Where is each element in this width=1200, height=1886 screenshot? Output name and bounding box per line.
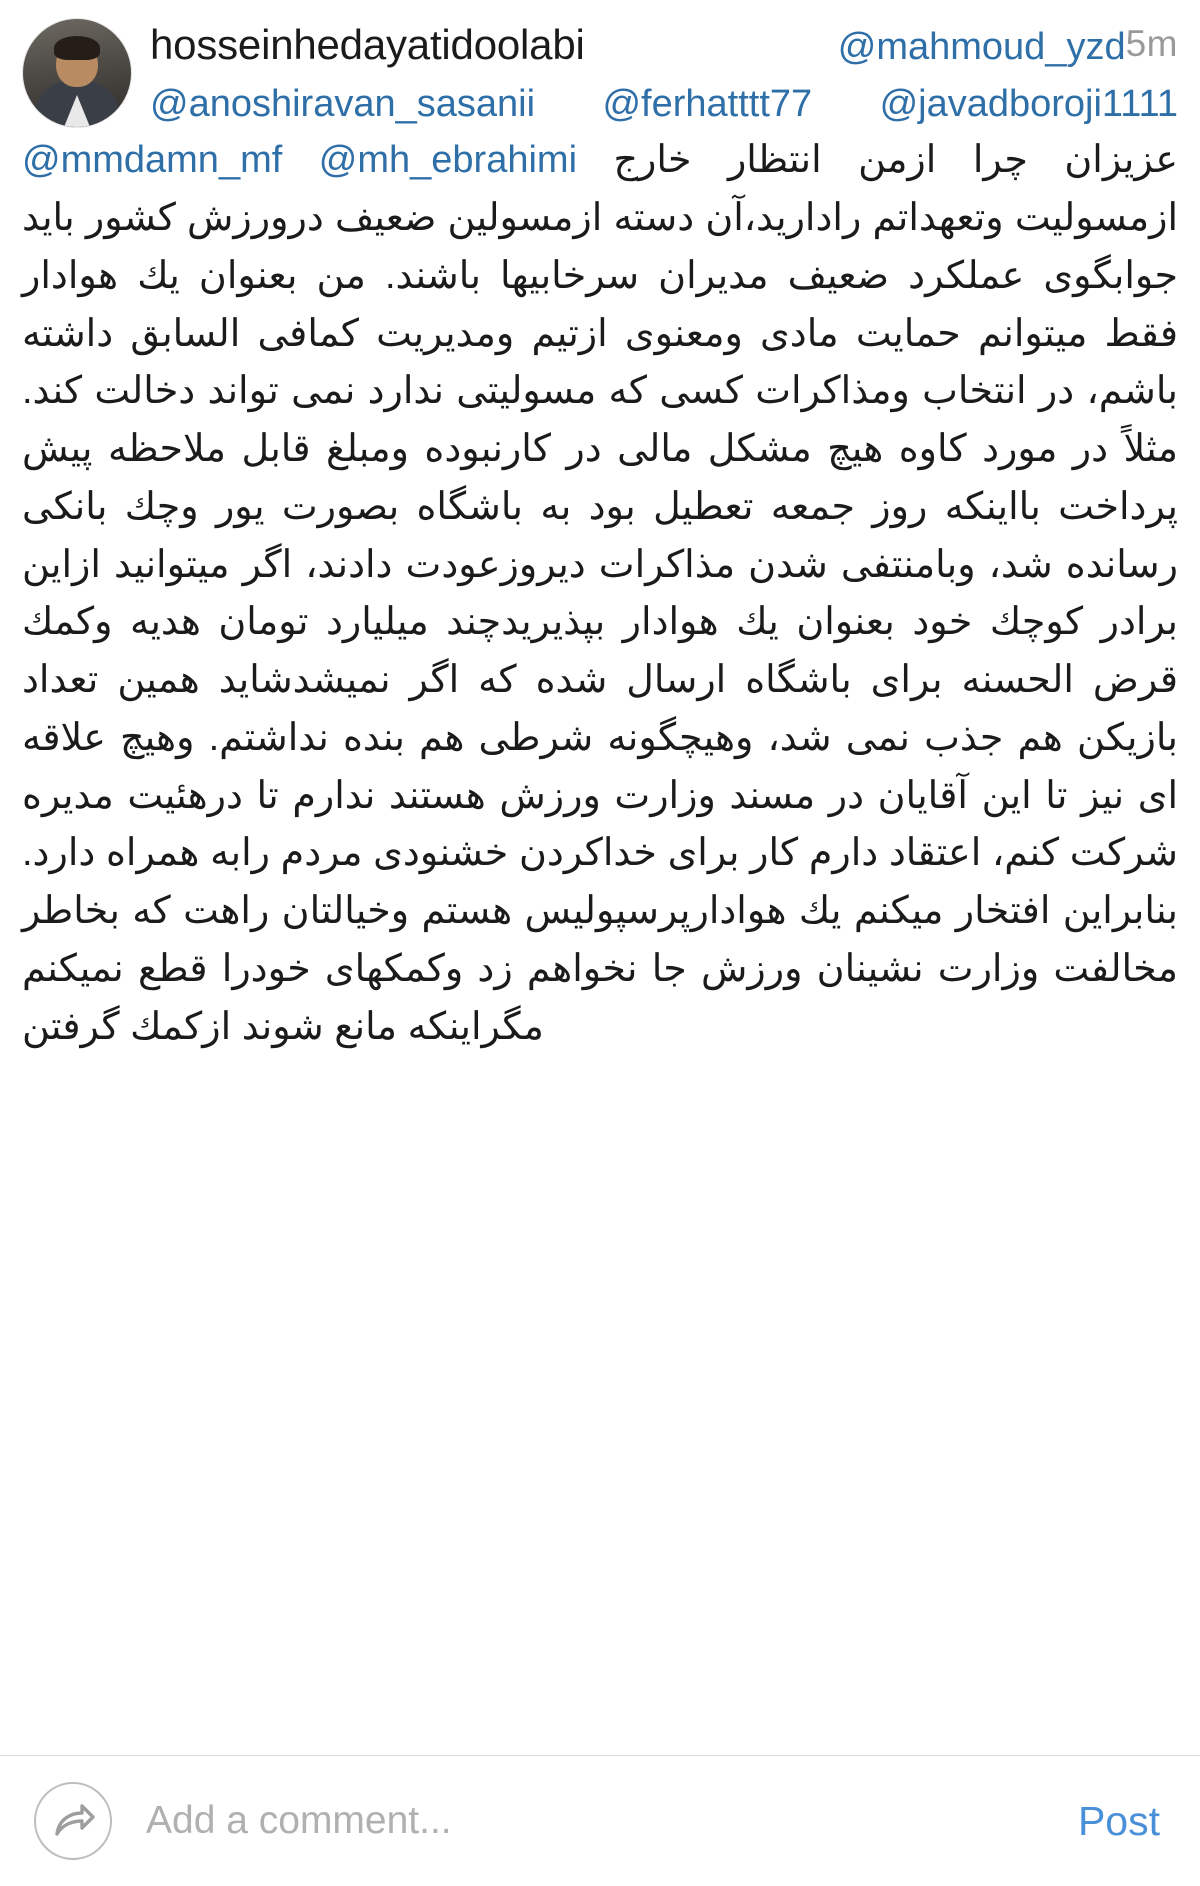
comment-timestamp: 5m [1125, 23, 1178, 64]
comment-mentions[interactable]: @mahmoud_yzd @anoshiravan_sasanii @ferhatttt77 @javadboroji1111 @mmdamn_mf @mh_ebrahimi [22, 26, 1178, 182]
avatar[interactable] [22, 18, 132, 128]
post-button[interactable]: Post [1072, 1798, 1166, 1845]
comment-text-flow [22, 14, 1178, 1056]
share-arrow-icon[interactable] [34, 1782, 112, 1860]
comment-body-text: عزیزان چرا ازمن انتظار خارج ازمسولیت وتعهداتم رادارید،آن دسته ازمسولین ضعیف درورزش کشور باید جوابگوی عملکرد ضعیف مدیران سرخابیها باشند. من بعنوان یك هوادار فقط میتوانم حمایت مادی ومعنوی ازتیم ومدیریت كمافی السابق داشته باشم، در انتخاب ومذاكرات كسی كه مسولیتی ندارد نمی تواند دخالت كند. مثلاً در مورد كاوه هیچ مشكل مالی در كارنبوده ومبلغ قابل ملاحظه پیش پرداخت بااینكه روز جمعه تعطیل بود به باشگاه بصورت یور وچك بانكی رسانده شد، وبامنتفی شدن مذاكرات دیروزعودت دادند، اگر میتوانید ازاین برادر كوچك خود بعنوان یك هوادار بپذیریدچند میلیارد تومان هدیه وكمك قرض الحسنه برای باشگاه ارسال شده كه اگر نمیشدشاید همین تعداد بازیكن هم جذب نمی شد، وهیچگونه شرطی هم بنده نداشتم. وهیچ علاقه ای نیز تا این آقایان در مسند وزارت ورزش هستند ندارم تا درهئیت مدیره شركت كنم، اعتقاد دارم كار برای خداكردن خشنودی مردم رابه همراه دارد. بنابراین افتخار میكنم یك هوادارپرسپولیس هستم وخیالتان راهت كه بخاطر مخالفت وزارت نشینان ورزش جا نخواهم زد وكمكهای خودرا قطع نمیكنم مگراینكه مانع شوند ازكمك گرفتن [22, 139, 1179, 1048]
avatar-hair [54, 36, 100, 60]
comment-username[interactable]: hosseinhedayatidoolabi [150, 21, 585, 68]
text-fade-overlay [0, 1709, 1200, 1755]
comment-input[interactable] [112, 1799, 1072, 1843]
comment-composer [0, 1755, 1200, 1886]
